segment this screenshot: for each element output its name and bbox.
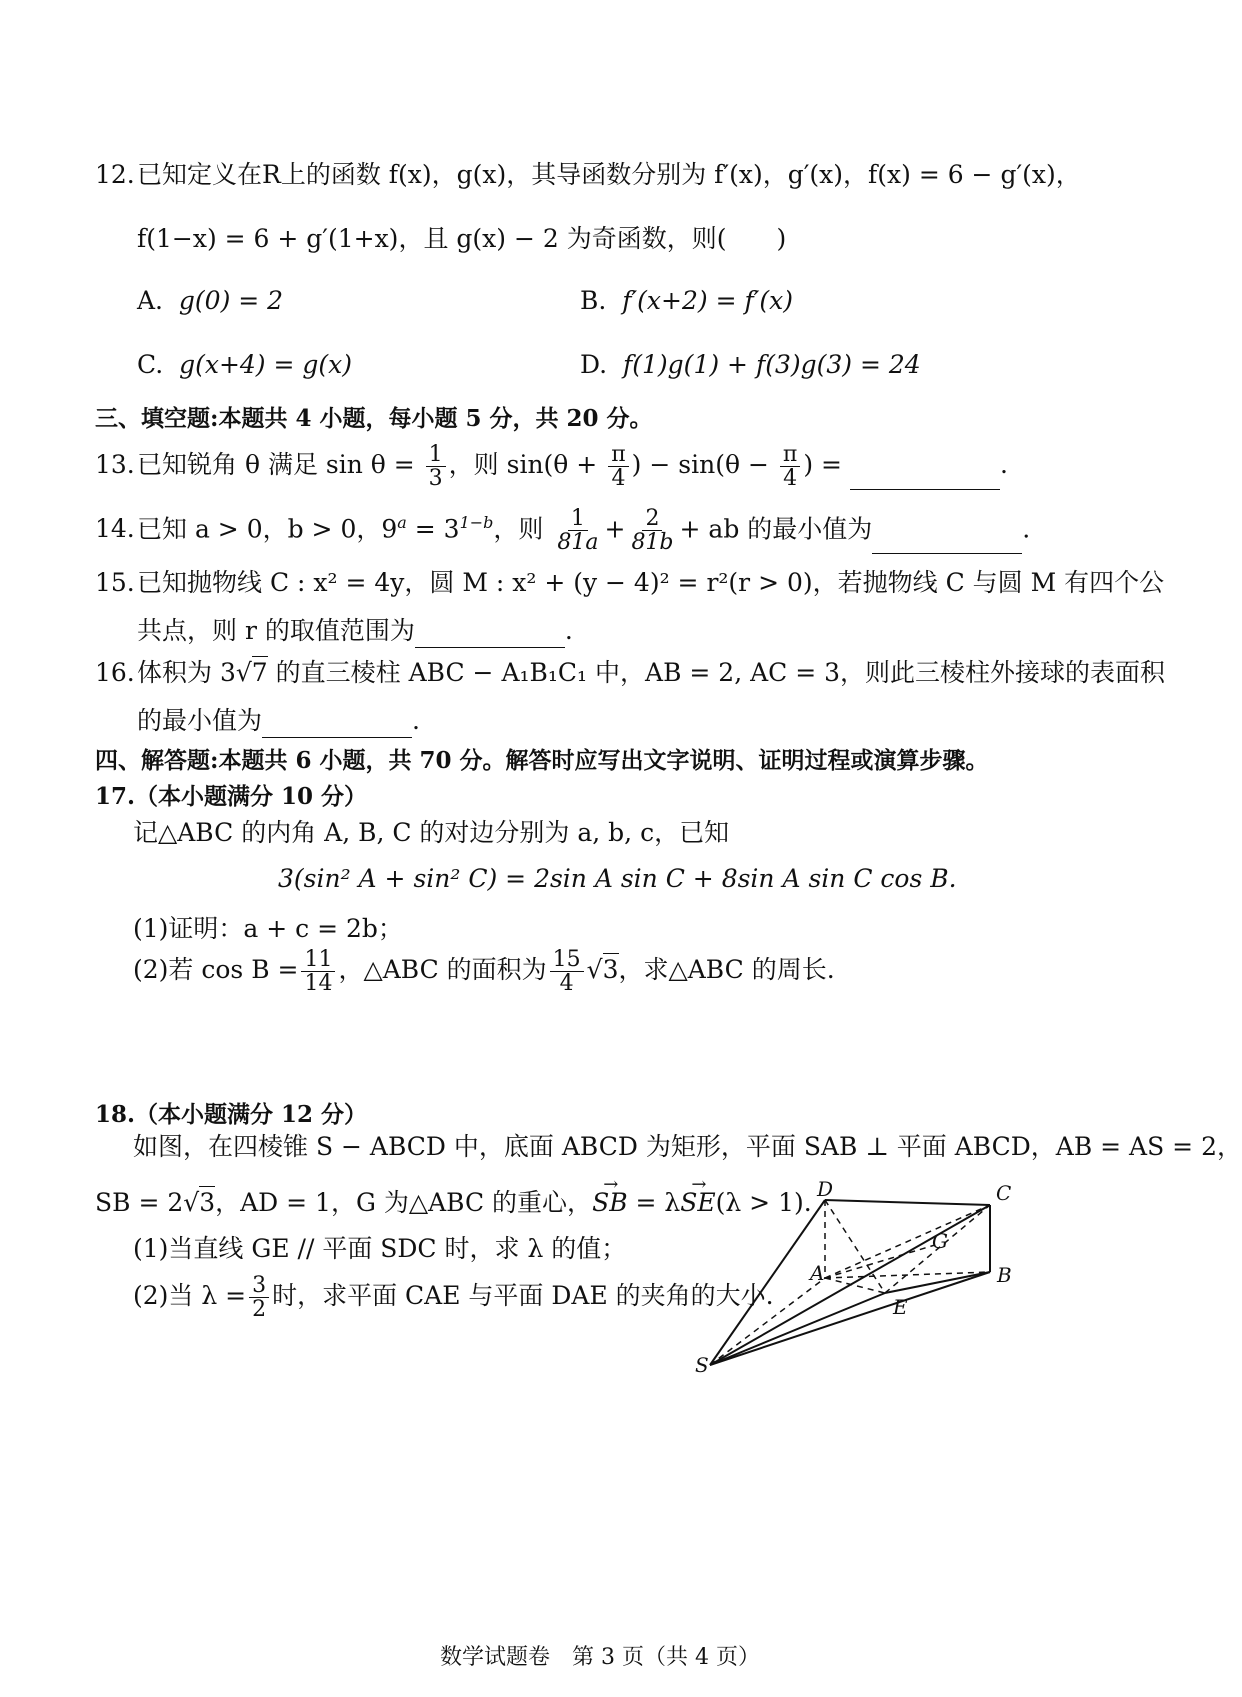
sqrt-radicand: 7 [251,658,268,687]
sqrt-symbol: √ [586,955,603,984]
denominator: 4 [611,466,626,491]
plus-sign: + [604,514,626,544]
page-footer: 数学试题卷 第 3 页（共 4 页） [440,1645,760,1670]
q17-part2 [133,942,835,998]
q14-fraction-1 [554,507,601,554]
q18-text: (λ > 1). [715,1188,812,1217]
section3-title: 三、填空题:本题共 4 小题，每小题 5 分，共 20 分。 [95,405,653,432]
q12-option-a [137,284,283,318]
q14-text: 已知 a > 0，b > 0，9 [137,514,398,544]
q12-option-d [580,348,921,382]
edge-sd [710,1200,825,1365]
label-g: G [932,1229,948,1253]
vector-sb: → SB [592,1186,628,1220]
q17-text: ，求△ABC 的周长. [618,955,835,984]
q12-option-b [580,284,793,318]
q13-end: . [999,450,1008,479]
denominator: 14 [304,971,333,996]
q17-text: (2)若 cos B = [133,955,299,984]
q15-text: 共点，则 r 的取值范围为 [137,616,415,645]
edge-de [825,1200,885,1293]
option-text: g(0) = 2 [178,286,284,315]
q14-text: ，则 [493,514,544,544]
q16-line2 [137,704,420,738]
answer-blank[interactable] [262,713,412,738]
q16-text: 的直三棱柱 ABC − A₁B₁C₁ 中，AB = 2, AC = 3，则此三棱柱外接球的表面积 [267,658,1166,687]
edge-ae [825,1278,885,1293]
q17-stem: 记△ABC 的内角 A, B, C 的对边分别为 a, b, c，已知 [133,818,730,847]
q14 [95,498,1030,554]
q14-fraction-2 [628,507,676,554]
option-text: g(x+4) = g(x) [179,350,353,379]
q13-text: ) − sin(θ − [631,450,769,479]
option-label: B. [580,286,607,315]
label-s: S [695,1353,709,1377]
q12-number: 12. [95,160,135,189]
sqrt-radicand: 3 [199,1188,216,1217]
sqrt-symbol: √ [183,1188,200,1217]
label-c: C [996,1181,1012,1205]
q14-text: + ab 的最小值为 [679,514,873,544]
q13-number: 13. [95,450,135,479]
q13-fraction-3 [780,443,800,490]
vector-se: → SE [680,1186,715,1220]
sqrt-radicand: 3 [602,955,619,984]
q17-text: ，△ABC 的面积为 [338,955,547,984]
q13-fraction-1 [426,443,446,490]
denominator: 81a [557,530,599,556]
q16-line1 [95,656,1165,690]
q12-stem-line1: 已知定义在R上的函数 f(x)，g(x)，其导函数分别为 f′(x)，g′(x)，f(x) = 6 − g′(x)， [137,160,1081,189]
sqrt-symbol: √ [235,658,252,687]
option-text: f′(x+2) = f′(x) [622,286,793,315]
denominator: 81b [631,530,674,556]
q18-part1: (1)当直线 GE // 平面 SDC 时，求 λ 的值； [133,1234,627,1263]
q16-text: 体积为 3 [137,658,236,687]
q13-fraction-2 [608,443,628,490]
q16-number: 16. [95,658,135,687]
denominator: 2 [252,1297,267,1322]
denominator: 4 [783,466,798,491]
q15-line1 [95,566,1164,600]
q18-text: (2)当 λ = [133,1281,247,1310]
q12-line1 [95,158,1081,192]
q17-fraction-1 [301,948,335,995]
label-b: B [997,1263,1012,1287]
q14-text: = 3 [406,514,460,544]
section4-title: 四、解答题:本题共 6 小题，共 70 分。解答时应写出文字说明、证明过程或演算步骤。 [95,747,989,774]
edge-sa [710,1278,825,1365]
q15-number: 15. [95,568,135,597]
option-label: D. [580,350,608,379]
numerator: 11 [301,948,335,972]
label-d: D [817,1177,834,1201]
q18-part2 [133,1268,774,1324]
numerator: 15 [550,948,584,972]
q17-part1: (1)证明：a + c = 2b； [133,914,403,943]
q15-text: 已知抛物线 C : x² = 4y，圆 M : x² + (y − 4)² = r²(r > 0)，若抛物线 C 与圆 M 有四个公 [137,568,1165,597]
numerator: 1 [568,507,588,531]
q15-line2 [137,614,573,648]
q18-text: SB = 2 [95,1188,184,1217]
numerator: π [780,443,800,467]
numerator: π [608,443,628,467]
answer-blank[interactable] [872,529,1022,554]
exponent: 1−b [459,513,494,532]
edge-ag [825,1245,935,1278]
q12-line2: f(1−x) = 6 + g′(1+x)，且 g(x) − 2 为奇函数，则( ) [137,224,787,253]
exponent: a [397,513,407,532]
denominator: 3 [428,466,443,491]
numerator: 3 [249,1274,269,1298]
q18-text: ，AD = 1，G 为△ABC 的重心， [215,1188,593,1217]
numerator: 2 [642,507,662,531]
q16-end: . [412,706,420,735]
q13-text: ，则 sin(θ + [448,450,598,479]
option-label: A. [137,286,164,315]
edge-dc [825,1200,990,1205]
q13-text: 已知锐角 θ 满足 sin θ = [137,450,415,479]
numerator: 1 [426,443,446,467]
q18-line1: 如图，在四棱锥 S − ABCD 中，底面 ABCD 为矩形，平面 SAB ⊥ 平面 ABCD，AB = AS = 2， [133,1132,1242,1161]
q13 [95,440,1008,490]
label-e: E [893,1295,908,1319]
q15-end: . [564,616,573,645]
q14-number: 14. [95,514,135,544]
q18-text: 时，求平面 CAE 与平面 DAE 的夹角的大小. [272,1281,774,1310]
edge-ac [825,1205,990,1278]
q13-text: ) = [803,450,842,479]
denominator: 4 [559,971,574,996]
answer-blank[interactable] [415,623,565,648]
answer-blank[interactable] [850,465,1000,490]
q14-end: . [1022,514,1031,544]
q16-text: 的最小值为 [137,706,263,735]
option-label: C. [137,350,164,379]
q17-header: 17.（本小题满分 10 分） [95,783,368,810]
q18-header: 18.（本小题满分 12 分） [95,1101,368,1128]
q17-fraction-2 [550,948,584,995]
q18-fraction [249,1274,269,1321]
q18-text: = λ [627,1188,681,1217]
q12-option-c [137,348,352,382]
label-a: A [810,1261,825,1285]
q17-formula: 3(sin² A + sin² C) = 2sin A sin C + 8sin A sin C cos B. [278,864,957,893]
option-text: f(1)g(1) + f(3)g(3) = 24 [623,350,921,379]
